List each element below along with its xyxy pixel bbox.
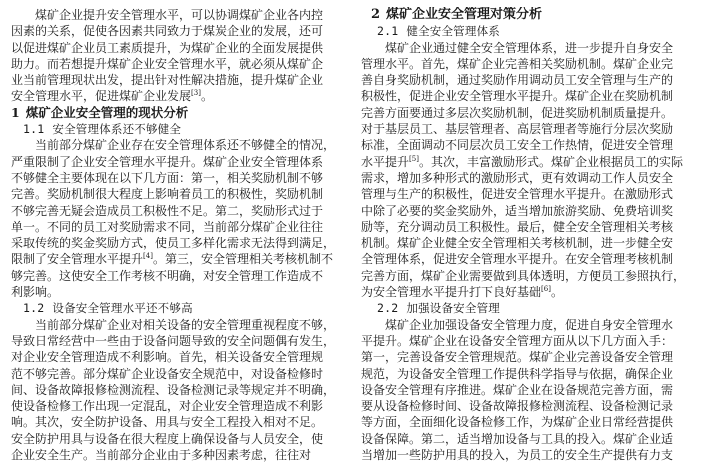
line-text-tail: 。其次，丰富激励形式。煤矿企业根据员工的实际 xyxy=(418,154,683,169)
line-text: 当前部分煤矿企业存在安全管理体系还不够健全的情况， xyxy=(35,138,336,153)
line-text: 管理与生产的积极性，促进安全管理水平提升。在激励形式 xyxy=(361,187,674,202)
heading-number: 1.1 xyxy=(23,122,45,137)
line-text: 要从设备检修时间、设备故障报修检测流程、设备检测记录 xyxy=(361,399,674,414)
paragraph-line xyxy=(361,382,695,398)
paragraph-line xyxy=(361,170,695,186)
line-text: 企业安全生产。当前部分企业由于多种因素考虑，往往对 xyxy=(11,448,312,463)
line-text: 利影响。 xyxy=(11,285,60,300)
line-text: 积极性，促进企业安全管理水平提升。煤矿企业在奖励机制 xyxy=(361,89,674,104)
line-text: 煤矿企业加强设备安全管理力度，促进自身安全管理水 xyxy=(385,317,674,332)
line-text-tail: 。第三，安全管理相关考核机制不 xyxy=(152,252,333,267)
heading-text: 安全管理体系还不够健全 xyxy=(52,122,182,137)
paragraph-line xyxy=(361,186,695,202)
line-text: 导致日常经营中一些由于设备问题导致的安全问题偶有发生， xyxy=(11,333,336,348)
paragraph-line xyxy=(361,349,695,365)
paragraph-line xyxy=(11,333,343,349)
heading-text: 设备安全管理水平还不够高 xyxy=(52,301,193,316)
paragraph-line xyxy=(361,333,695,349)
paragraph-line xyxy=(11,203,343,219)
subsection-heading xyxy=(361,23,695,39)
line-text: 不够健全主要体现在以下几方面：第一，相关奖励机制不够 xyxy=(11,170,324,185)
paragraph-line xyxy=(361,203,695,219)
paragraph-line xyxy=(361,317,695,333)
section-heading xyxy=(361,7,695,23)
line-text: 当增加一些防护用具的投入，为员工的安全生产提供有力支 xyxy=(361,448,674,463)
line-text: 善自身奖励机制，通过奖励作用调动员工安全管理与生产的 xyxy=(361,73,674,88)
line-text: 对企业安全管理造成不利影响。首先，相关设备安全管理规 xyxy=(11,350,324,365)
paragraph-line xyxy=(11,349,343,365)
paragraph-line xyxy=(11,186,343,202)
paragraph-line xyxy=(11,235,343,251)
line-text: 严重限制了企业安全管理水平提升。煤矿企业安全管理体系 xyxy=(11,154,324,169)
line-text: 对于基层员工、基层管理者、高层管理者等施行分层次奖励 xyxy=(361,122,674,137)
line-text: 单一。不同的员工对奖励需求不同，当前部分煤矿企业往往 xyxy=(11,219,324,234)
subsection-heading xyxy=(11,300,343,316)
line-text: 煤矿企业提升安全管理水平，可以协调煤矿企业各内控 xyxy=(35,8,324,22)
right-column xyxy=(361,7,695,463)
paragraph-line xyxy=(361,40,695,56)
line-text: 平提升。煤矿企业在设备安全管理方面从以下几方面入手： xyxy=(361,333,674,348)
paragraph-line xyxy=(361,268,695,284)
citation-ref: [3] xyxy=(191,89,201,98)
heading-text: 健全安全管理体系 xyxy=(406,24,500,39)
paragraph-line xyxy=(11,170,343,186)
paragraph-line xyxy=(11,219,343,235)
line-text: 安全管理水平，促进煤矿企业发展 xyxy=(11,89,192,104)
paragraph-line xyxy=(361,121,695,137)
paragraph-line xyxy=(11,431,343,447)
line-text: 业当前管理现状出发，提出针对性解决措施，提升煤矿企业 xyxy=(11,73,324,88)
line-text: 需求，增加多种形式的激励形式，更有效调动工作人员安全 xyxy=(361,170,674,185)
paragraph-line xyxy=(11,7,343,23)
line-text: 完善方面要通过多层次奖励机制，促进奖励机制质量提升。 xyxy=(361,105,674,120)
line-text: 规范，为设备安全管理工作提供科学指导与依据，确保企业 xyxy=(361,366,674,381)
line-text: 因素的关系，促使各因素共同致力于煤炭企业的发展，还可 xyxy=(11,24,324,39)
line-text: 中除了必要的奖金奖励外，适当增加旅游奖励、免费培训奖 xyxy=(361,203,674,218)
citation-ref: [6] xyxy=(541,285,551,294)
paragraph-line xyxy=(11,56,343,72)
line-text: 第一，完善设备安全管理规范。煤矿企业完善设备安全管理 xyxy=(361,350,674,365)
subsection-heading xyxy=(11,121,343,137)
line-text: 机制。煤矿企业健全安全管理相关考核机制，进一步健全安 xyxy=(361,236,674,251)
line-text: 使设备检修工作出现一定混乱，对企业安全管理造成不利影 xyxy=(11,399,324,414)
left-column xyxy=(11,7,343,463)
line-text: 助力。而若想提升煤矿企业安全管理水平，就必须从煤矿企 xyxy=(11,56,324,71)
paragraph-line xyxy=(11,72,343,88)
paragraph-line xyxy=(361,235,695,251)
paragraph-line xyxy=(11,382,343,398)
paragraph-line xyxy=(361,137,695,153)
paragraph-line xyxy=(11,137,343,153)
line-text: 励等，充分调动员工积极性。最后，健全安全管理相关考核 xyxy=(361,219,674,234)
paragraph-line xyxy=(361,105,695,121)
paragraph-line xyxy=(361,284,695,300)
paragraph-line xyxy=(11,154,343,170)
paragraph-line xyxy=(361,447,695,463)
line-text: 响。其次，安全防护设备、用具与安全工程投入相对不足。 xyxy=(11,415,324,430)
paragraph-line xyxy=(361,414,695,430)
paragraph-line xyxy=(11,23,343,39)
paragraph-line xyxy=(361,56,695,72)
paragraph-line xyxy=(11,447,343,463)
section-heading xyxy=(11,105,343,121)
heading-number: 1.2 xyxy=(23,301,45,316)
line-text: 标准，全面调动不同层次员工安全工作热情，促进安全管理 xyxy=(361,138,674,153)
line-text: 等方面，全面细化设备检修工作，为煤矿企业日常经营提供 xyxy=(361,415,674,430)
paragraph-line xyxy=(11,284,343,300)
heading-number: 2 xyxy=(371,7,381,22)
paragraph-line xyxy=(361,88,695,104)
line-text: 限制了安全管理水平提升 xyxy=(11,252,144,267)
paragraph-line xyxy=(361,72,695,88)
line-text: 够完善。这使安全工作考核不明确，对安全管理工作造成不 xyxy=(11,268,324,283)
line-text-tail: 。 xyxy=(200,89,213,104)
heading-text: 煤矿企业安全管理对策分析 xyxy=(386,7,543,22)
line-text: 间、设备故障报修检测流程、设备检测记录等规定并不明确， xyxy=(11,382,336,397)
heading-number: 2.2 xyxy=(377,301,399,316)
line-text: 当前部分煤矿企业对相关设备的安全管理重视程度不够， xyxy=(35,317,336,332)
citation-ref: [5] xyxy=(409,154,419,163)
paragraph-line xyxy=(11,398,343,414)
line-text-tail: 。 xyxy=(550,285,563,300)
heading-number: 2.1 xyxy=(377,24,399,39)
citation-ref: [4] xyxy=(143,252,153,261)
line-text: 完善方面，煤矿企业需要做到具体透明，方便员工参照执行， xyxy=(361,268,686,283)
paragraph-line xyxy=(361,431,695,447)
paragraph-line xyxy=(361,251,695,267)
paragraph-line xyxy=(11,317,343,333)
heading-text: 煤矿企业安全管理的现状分析 xyxy=(25,104,189,120)
heading-number: 1 xyxy=(11,104,20,120)
line-text: 煤矿企业通过健全安全管理体系，进一步提升自身安全 xyxy=(385,40,674,55)
paragraph-line xyxy=(361,219,695,235)
paragraph-line xyxy=(11,251,343,267)
line-text: 管理水平。首先，煤矿企业完善相关奖励机制。煤矿企业完 xyxy=(361,56,674,71)
paragraph-line xyxy=(11,414,343,430)
paragraph-line xyxy=(361,398,695,414)
paragraph-line xyxy=(11,40,343,56)
paragraph-line xyxy=(361,366,695,382)
paragraph-line xyxy=(361,154,695,170)
paragraph-line xyxy=(11,268,343,284)
line-text: 以促进煤矿企业员工素质提升，为煤矿企业的全面发展提供 xyxy=(11,40,324,55)
line-text: 全管理体系，促进安全管理水平提升。在安全管理考核机制 xyxy=(361,252,674,267)
line-text: 为安全管理水平提升打下良好基础 xyxy=(361,285,542,300)
line-text: 设备保障。第二，适当增加设备与工具的投入。煤矿企业适 xyxy=(361,431,674,446)
line-text: 不够完善无疑会造成员工积极性不足。第二，奖励形式过于 xyxy=(11,203,324,218)
paragraph-line xyxy=(11,366,343,382)
paragraph-line xyxy=(11,88,343,104)
line-text: 水平提升 xyxy=(361,154,410,169)
line-text: 设备安全管理有序推进。煤矿企业在设备规范完善方面，需 xyxy=(361,382,674,397)
line-text: 采取传统的奖金奖励方式，使员工多样化需求无法得到满足， xyxy=(11,236,336,251)
line-text: 安全防护用具与设备在很大程度上确保设备与人员安全，使 xyxy=(11,431,324,446)
line-text: 范不够完善。部分煤矿企业设备安全规范中，对设备检修时 xyxy=(11,366,324,381)
heading-text: 加强设备安全管理 xyxy=(406,301,500,316)
line-text: 完善。奖励机制很大程度上影响着员工的积极性，奖励机制 xyxy=(11,187,324,202)
subsection-heading xyxy=(361,300,695,316)
